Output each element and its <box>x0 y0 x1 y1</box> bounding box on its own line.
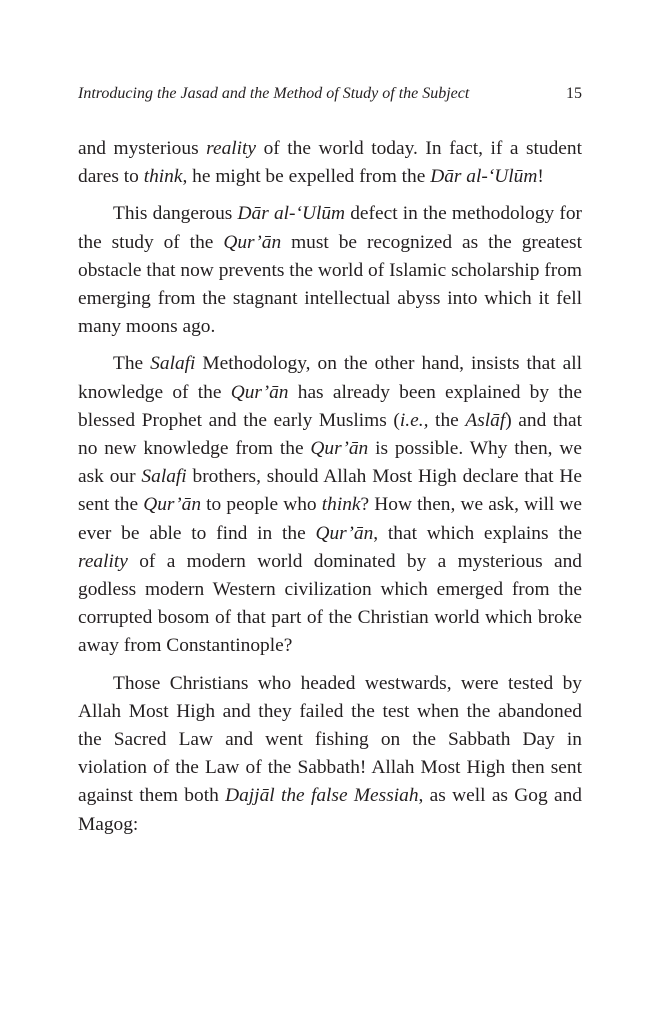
italic-text: Qur’ān <box>315 522 374 544</box>
text-run: of a modern world dominated by a mysterious and godless modern Western civilization which emerged from the corrupted bosom of that part of the Christian world which broke away from Constantinople? <box>78 550 582 657</box>
italic-text: Qur’ān <box>223 231 282 253</box>
text-run: , as well as Gog and Magog: <box>78 785 582 835</box>
text-run: This dangerous <box>113 203 238 225</box>
text-run: , that which explains the <box>373 522 582 544</box>
text-run: to people who <box>201 494 322 516</box>
text-run: of the world today. In fact, if a student dares to <box>78 138 582 188</box>
running-header <box>78 84 582 104</box>
text-run: the <box>428 409 466 431</box>
italic-text: Qur’ān <box>143 494 202 516</box>
italic-text: Dār al-‘Ulūm <box>430 166 538 188</box>
text-run: , he might be expelled from the <box>182 166 431 188</box>
text-run: ) and that no new knowledge from the <box>78 409 582 460</box>
italic-text: Qur’ān <box>310 438 369 460</box>
paragraph <box>78 670 582 839</box>
text-run: ? How then, we ask, will we ever be able to find in the <box>78 494 582 544</box>
italic-text: reality <box>78 550 128 572</box>
italic-text: Salafi <box>150 353 196 375</box>
book-page <box>78 84 582 848</box>
text-run: Methodology, on the other hand, insists that all knowledge of the <box>78 353 583 403</box>
italic-text: Salafi <box>141 466 187 488</box>
text-run: is possible. Why then, we ask our <box>78 438 582 488</box>
italic-text: reality <box>206 138 257 159</box>
text-run: ! <box>537 166 544 188</box>
text-run: and mysterious <box>78 138 207 159</box>
text-run: brothers, should Allah Most High declare that He sent the <box>78 466 582 516</box>
italic-text: Aslāf <box>465 409 506 431</box>
italic-text: think <box>143 166 183 188</box>
text-run: must be recognized as the greatest obstacle that now prevents the world of Islamic scholarship from emerging from the stagnant intellectual abyss into which it fell many moons ago. <box>78 231 582 338</box>
paragraph <box>78 200 582 341</box>
italic-text: Dār al-‘Ulūm <box>237 203 346 225</box>
page-number: 15 <box>566 85 582 102</box>
body-text <box>78 135 582 839</box>
paragraph <box>78 350 582 660</box>
running-title: Introducing the Jasad and the Method of Study of the Subject <box>78 85 470 102</box>
text-run: has already been explained by the blessed Prophet and the early Muslims ( <box>78 381 582 431</box>
text-run: The <box>113 353 151 375</box>
text-run: Those Christians who headed westwards, were tested by Allah Most High and they failed the test when the abandoned the Sacred Law and went fishing on the Sabbath Day in violation of the Law of the Sabbath! Allah Most High then sent against them both <box>78 672 582 807</box>
italic-text: Dajjāl the false Messiah <box>225 785 419 807</box>
paragraph <box>78 135 582 191</box>
italic-text: Qur’ān <box>230 381 289 403</box>
italic-text: i.e., <box>399 409 429 431</box>
text-run: defect in the methodology for the study of the <box>78 203 582 253</box>
italic-text: think <box>321 494 361 516</box>
